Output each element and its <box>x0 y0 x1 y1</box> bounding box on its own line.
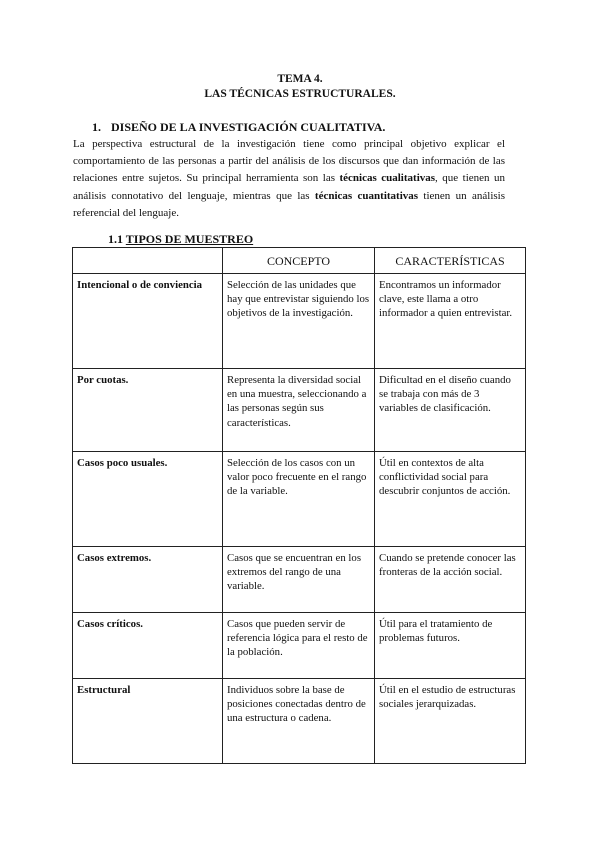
row-type: Casos extremos. <box>73 547 223 613</box>
row-type: Intencional o de conviencia <box>73 274 223 369</box>
paragraph-text-2: , que tienen un análisis connotativo del lenguaje, mientras que las <box>73 172 505 202</box>
sampling-types-table <box>72 247 526 764</box>
row-characteristics: Dificultad en el diseño cuando se trabaja con más de 3 variables de clasificación. <box>375 369 526 452</box>
paragraph-text-3: tienen un análisis referencial del lenguaje. <box>73 189 506 219</box>
header-caracteristicas: CARACTERÍSTICAS <box>375 248 526 274</box>
header-empty <box>73 248 223 274</box>
document-subtitle: LAS TÉCNICAS ESTRUCTURALES. <box>204 88 396 100</box>
table-row <box>73 274 526 369</box>
row-type: Casos poco usuales. <box>73 452 223 547</box>
document-title: TEMA 4. <box>277 73 323 85</box>
row-type: Por cuotas. <box>73 369 223 452</box>
row-characteristics: Cuando se pretende conocer las fronteras de la acción social. <box>375 547 526 613</box>
intro-paragraph <box>73 136 505 222</box>
row-concept: Representa la diversidad social en una muestra, seleccionando a las personas según sus características. <box>223 369 375 452</box>
paragraph-bold-1: técnicas cualitativas <box>339 172 436 185</box>
table-row <box>73 679 526 764</box>
table-row <box>73 369 526 452</box>
row-characteristics: Útil en contextos de alta conflictividad social para descubrir conjuntos de acción. <box>375 452 526 547</box>
subsection-title: TIPOS DE MUESTREO <box>125 232 254 246</box>
subsection-heading <box>108 232 253 247</box>
table-row <box>73 452 526 547</box>
row-characteristics: Útil para el tratamiento de problemas futuros. <box>375 613 526 679</box>
row-characteristics: Encontramos un informador clave, este llama a otro informador a quien entrevistar. <box>375 274 526 369</box>
row-concept: Individuos sobre la base de posiciones conectadas dentro de una estructura o cadena. <box>223 679 375 764</box>
row-type: Estructural <box>73 679 223 764</box>
row-concept: Casos que pueden servir de referencia lógica para el resto de la población. <box>223 613 375 679</box>
row-concept: Casos que se encuentran en los extremos del rango de una variable. <box>223 547 375 613</box>
section-number: 1. <box>92 120 101 134</box>
table-header-row <box>73 248 526 274</box>
table-row <box>73 547 526 613</box>
row-concept: Selección de las unidades que hay que entrevistar siguiendo los objetivos de la investigación. <box>223 274 375 369</box>
section-heading <box>92 120 385 135</box>
table-row <box>73 613 526 679</box>
paragraph-bold-2: técnicas cuantitativas <box>314 189 419 202</box>
subsection-number: 1.1 <box>108 232 123 246</box>
row-type: Casos críticos. <box>73 613 223 679</box>
row-characteristics: Útil en el estudio de estructuras sociales jerarquizadas. <box>375 679 526 764</box>
paragraph-text-1: La perspectiva estructural de la investigación tiene como principal objetivo explicar el comportamiento de las personas a partir del análisis de los discursos que dan información de las relaciones entre sujetos. Su principal herramienta son las <box>73 138 505 185</box>
section-title: DISEÑO DE LA INVESTIGACIÓN CUALITATIVA. <box>111 120 386 134</box>
header-concepto: CONCEPTO <box>223 248 375 274</box>
row-concept: Selección de los casos con un valor poco frecuente en el rango de la variable. <box>223 452 375 547</box>
